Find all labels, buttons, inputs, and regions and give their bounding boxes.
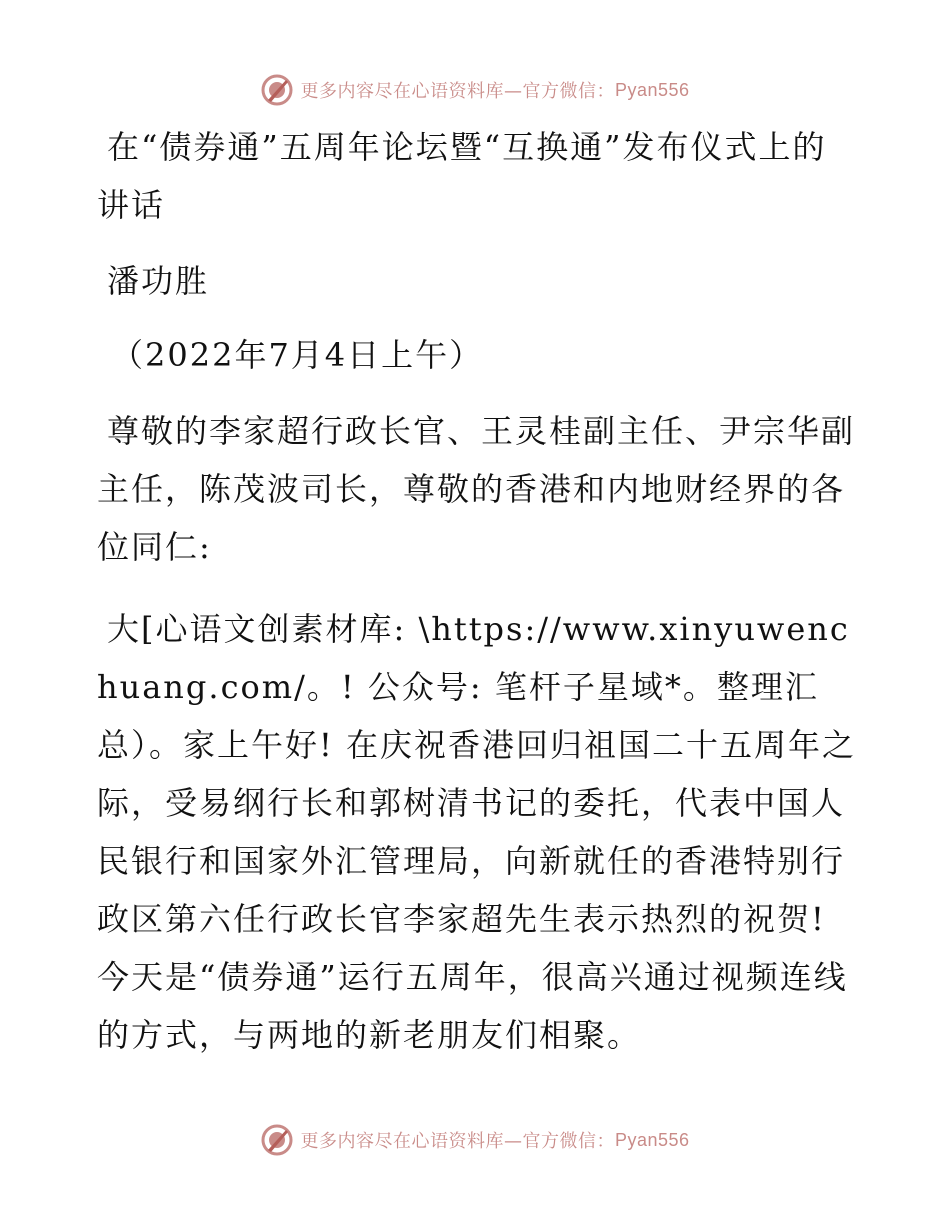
watermark-wechat-id: Pyan556: [614, 79, 690, 100]
document-date: （2022年7月4日上午）: [111, 336, 484, 374]
document-author: 潘功胜: [107, 262, 210, 300]
document-body: [97, 118, 857, 1064]
quill-circle-logo-icon: [260, 1123, 294, 1157]
header-watermark: [0, 70, 950, 110]
quill-circle-logo-icon: [260, 73, 294, 107]
document-title: 在“债券通”五周年论坛暨“互换通”发布仪式上的讲话: [97, 128, 827, 224]
document-greeting: 尊敬的李家超行政长官、王灵桂副主任、尹宗华副主任，陈茂波司长，尊敬的香港和内地财经界的各位同仁:: [97, 412, 856, 566]
footer-watermark: [0, 1120, 950, 1160]
watermark-wechat-id: Pyan556: [614, 1129, 690, 1150]
watermark-text: 更多内容尽在心语资料库—官方微信：: [300, 81, 615, 102]
document-paragraph: 大[心语文创素材库: \https://www.xinyuwenchuang.com/。! 公众号: 笔杆子星域*。整理汇总）。家上午好! 在庆祝香港回归祖国二十五周年之际，受易纲行长和郭树清书记的委托，代表中国人民银行和国家外汇管理局，向新就任的香港特别行政区第六任行政长官李家超先生表示热烈的祝贺! 今天是“债券通”运行五周年，很高兴通过视频连线的方式，与两地的新老朋友们相聚。: [97, 610, 857, 1054]
watermark-text: 更多内容尽在心语资料库—官方微信：: [300, 1131, 615, 1152]
